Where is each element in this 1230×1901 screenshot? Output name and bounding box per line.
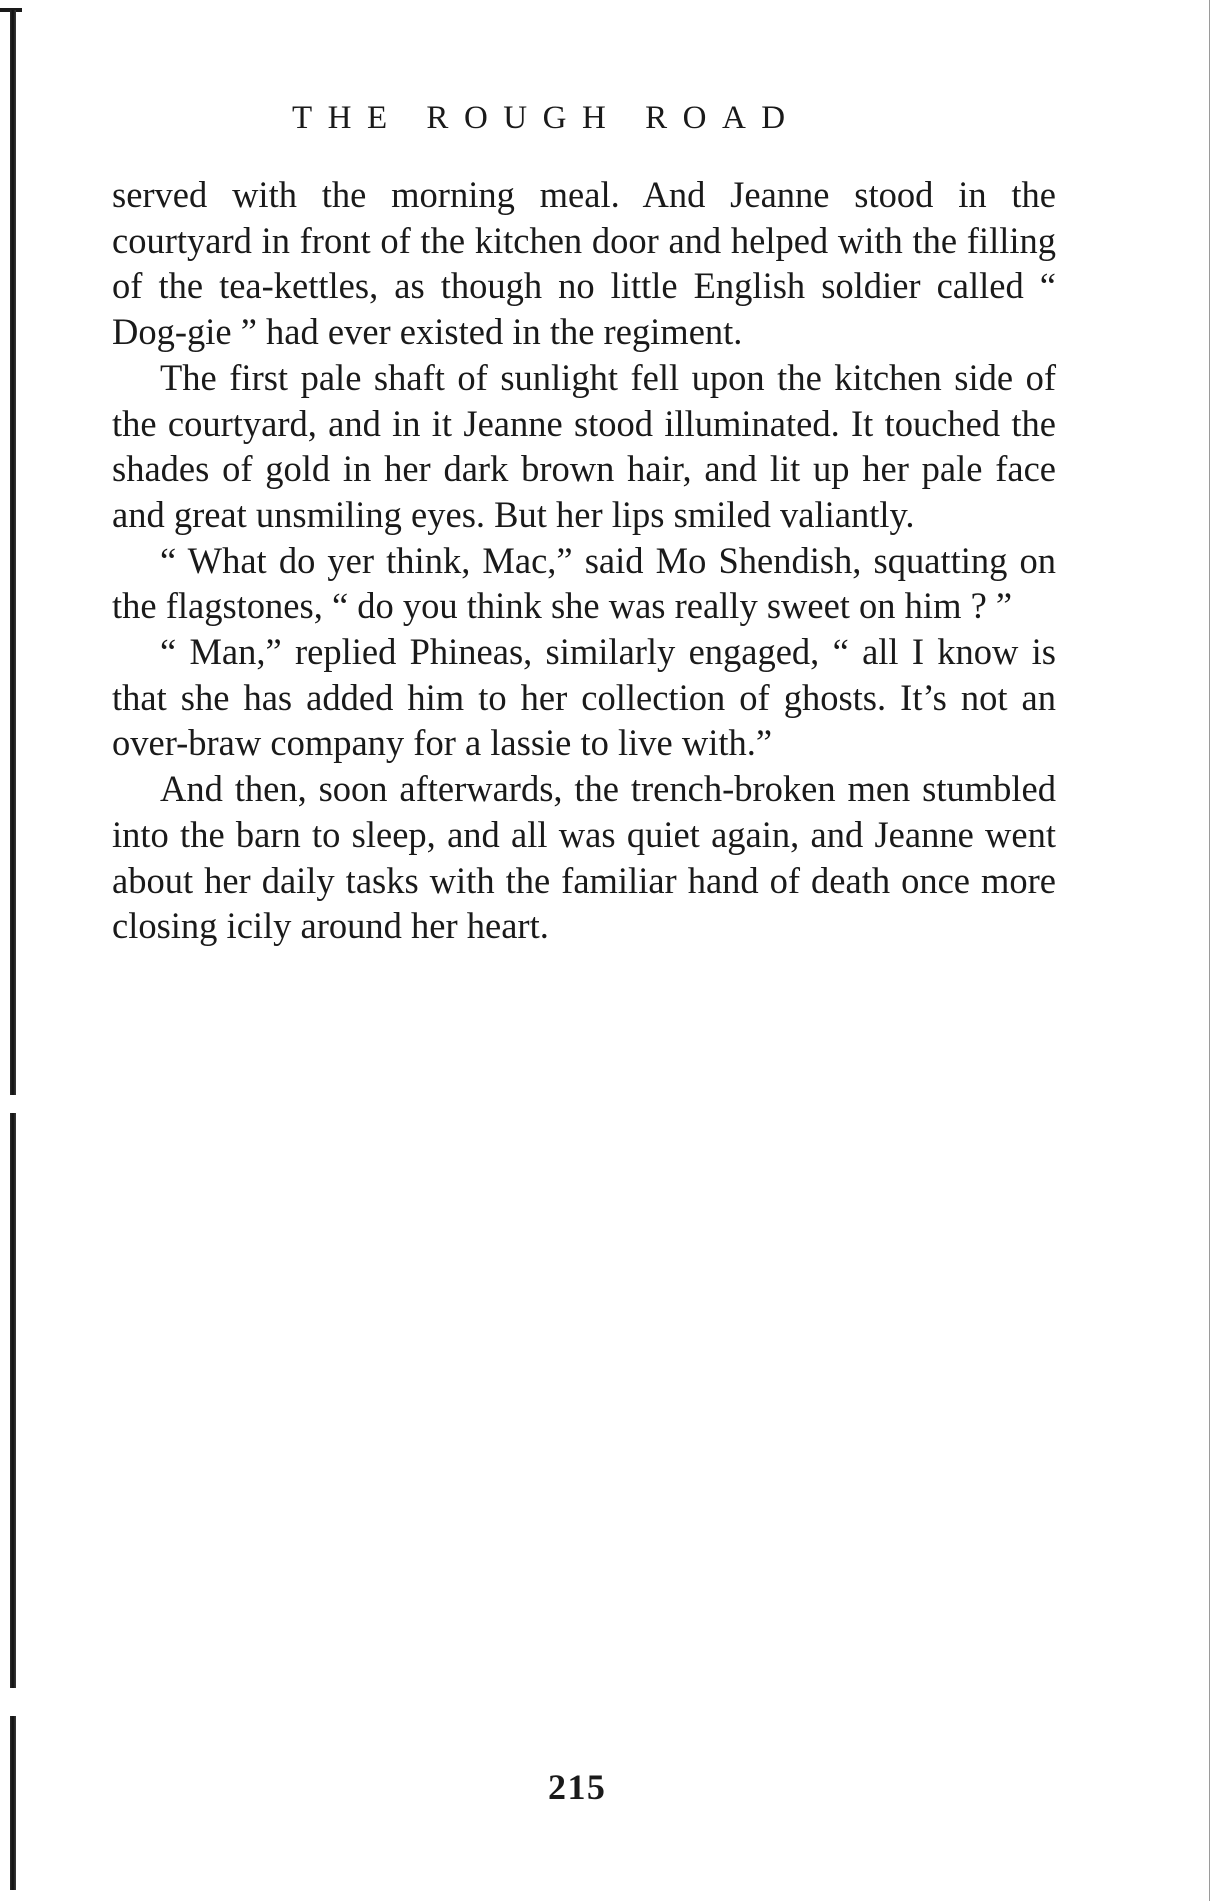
paragraph: And then, soon afterwards, the trench-broken men stumbled into the barn to sleep, and all was quiet again, and Jeanne went about her daily tasks with the familiar hand of death once more closing icily around her heart. xyxy=(112,768,1056,947)
body-text xyxy=(112,172,1056,949)
binding-edge-gap xyxy=(6,1095,20,1113)
running-head: THE ROUGH ROAD xyxy=(292,100,801,136)
paragraph: served with the morning meal. And Jeanne stood in the courtyard in front of the kitchen door and helped with the filling of the tea-kettles, as though no little English soldier called “ Dog-gie ” had ever existed in the regiment. xyxy=(112,174,1056,353)
page-number: 215 xyxy=(548,1767,607,1807)
paragraph: The first pale shaft of sunlight fell upon the kitchen side of the courtyard, and in it Jeanne stood illuminated. It touched the shades of gold in her dark brown hair, and lit up her pale face and great unsmiling eyes. But her lips smiled valiantly. xyxy=(112,356,1056,535)
paragraph: “ Man,” replied Phineas, similarly engaged, “ all I know is that she has added him to her collection of ghosts. It’s not an over-braw company for a lassie to live with.” xyxy=(112,631,1056,764)
binding-edge xyxy=(10,10,16,1890)
paragraph: “ What do yer think, Mac,” said Mo Shendish, squatting on the flagstones, “ do you think she was really sweet on him ? ” xyxy=(112,539,1056,627)
page-right-edge xyxy=(1209,0,1210,1901)
binding-edge-gap xyxy=(6,1688,20,1716)
